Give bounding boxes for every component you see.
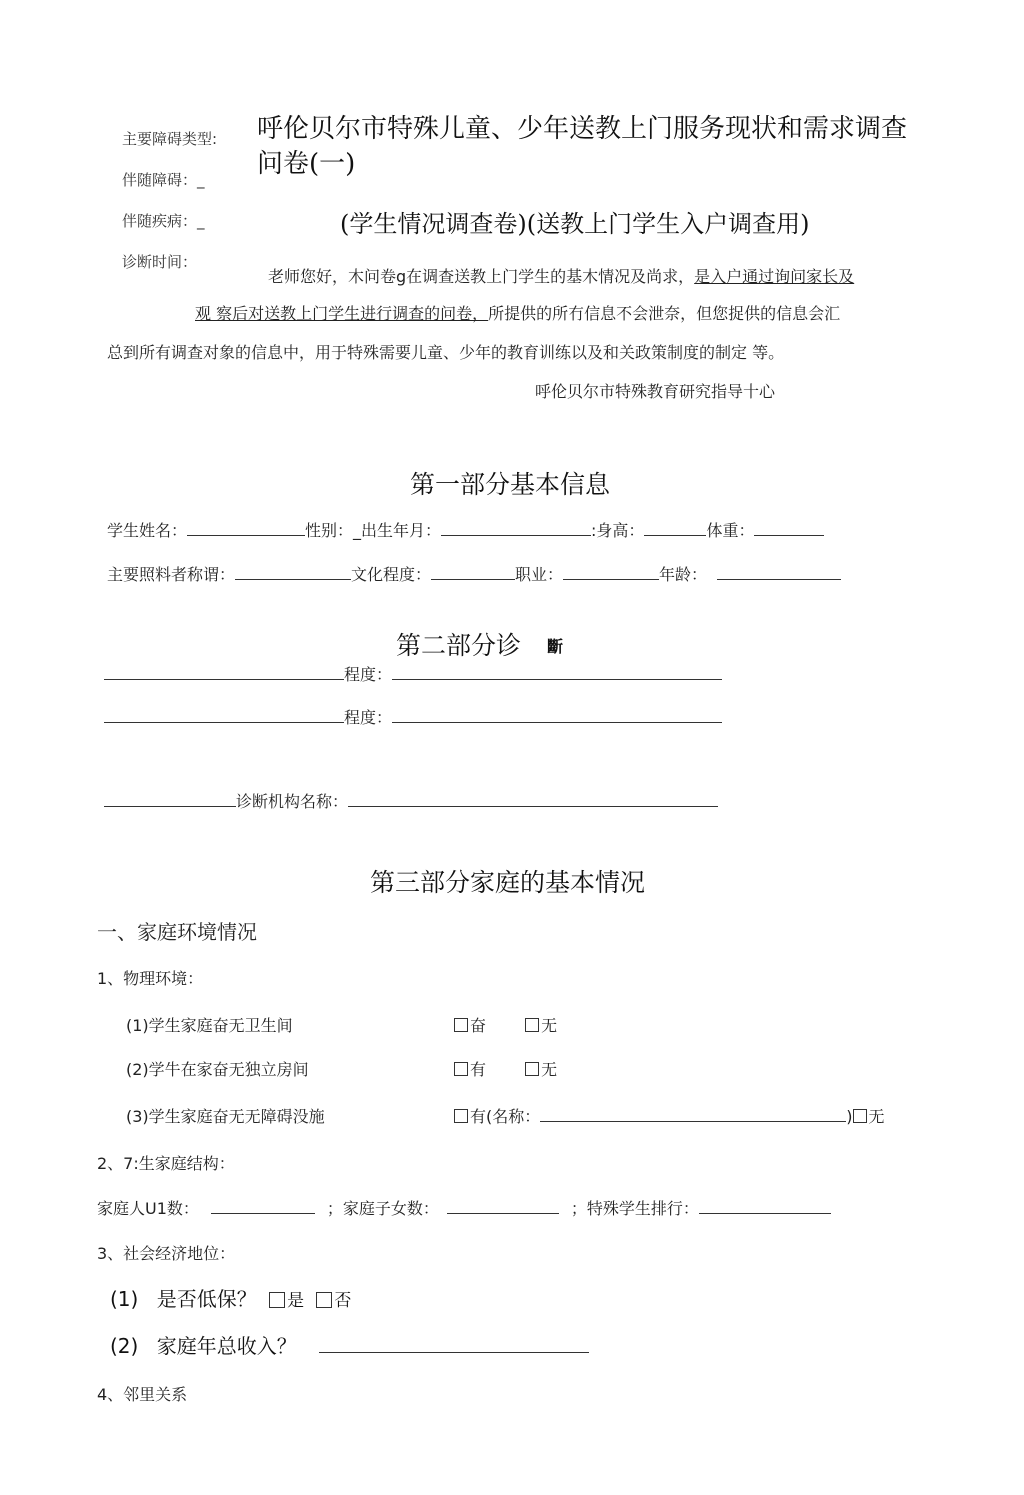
birth-date-blank[interactable] [441,521,591,536]
basic-info-row-2 [107,562,841,585]
low-income-no-label: 否 [334,1291,352,1311]
diagnosis-row-1 [104,662,722,685]
intro-line-2 [195,301,840,324]
annual-income-number: (2) [110,1334,139,1358]
institution-label: 诊断机构名称： [236,792,349,811]
label-accompanying-disability: 伴随障碍：_ [122,171,205,189]
low-income-yes-checkbox[interactable] [269,1292,285,1308]
family-size-label: 家庭人U1数： [97,1199,199,1218]
height-label: :身高： [591,521,645,540]
weight-blank[interactable] [754,521,824,536]
bathroom-no-label: 无 [541,1016,558,1035]
annual-income-row [110,1330,589,1359]
part1-title: 第一部分基本信息 [410,470,611,499]
birth-order-blank[interactable] [699,1199,831,1214]
accessibility-no-label: 无 [868,1107,885,1126]
low-income-row [110,1283,351,1312]
intro-signature: 呼伦贝尔市特殊教育研究指导十心 [535,382,776,401]
item-accessibility-options [454,1104,885,1127]
family-structure-row [97,1196,831,1219]
student-name-label: 学生姓名： [107,521,188,540]
intro-line-3: 总到所有调查对象的信息中，用于特殊需要儿童、少年的教育训练以及和关政策制度的制定 等。 [107,343,785,362]
document-subtitle: (学生情况调查卷)(送教上门学生入户调查用) [340,210,810,238]
room-yes-checkbox[interactable] [454,1062,468,1076]
accessibility-close-paren: ) [846,1107,853,1126]
low-income-question: 是否低保？ [156,1287,257,1311]
accessibility-yes-checkbox[interactable] [454,1109,468,1123]
room-no-label: 无 [541,1060,558,1079]
socioeconomic-question: 3、社会经济地位： [97,1244,236,1263]
diagnosis-row-2 [104,705,722,728]
weight-label: 体重： [706,521,755,540]
height-blank[interactable] [644,521,706,536]
item-accessibility-label: (3)学生家庭奋无无障碍没施 [126,1107,325,1126]
low-income-no-checkbox[interactable] [316,1292,332,1308]
physical-environment-question: 1、物理环境： [97,969,204,988]
family-size-blank[interactable] [211,1199,315,1214]
intro-line-2-text: 所提供的所冇信息不会泄奈，但您捉供的信息会汇 [488,304,841,323]
family-structure-question: 2、7:生家庭结构： [97,1154,235,1173]
annual-income-question: 家庭年总收入？ [156,1334,297,1358]
gender-birth-label: 性别：_出生年月： [305,521,442,540]
bathroom-yes-checkbox[interactable] [454,1018,468,1032]
education-blank[interactable] [431,565,515,580]
children-count-blank[interactable] [447,1199,559,1214]
caregiver-blank[interactable] [235,565,351,580]
low-income-number: (1) [110,1287,139,1311]
degree-1-blank[interactable] [392,665,722,680]
caregiver-label: 主要照料者称谓： [107,565,236,584]
basic-info-row-1 [107,518,824,541]
diagnosis-1-blank[interactable] [104,665,344,680]
age-blank[interactable] [717,565,841,580]
accessibility-yes-label: 有(名称： [470,1107,541,1126]
part2-title [396,626,563,662]
document-title-line1: 呼伦贝尔市特殊儿童、少年送教上门服务现状和需求调查 [257,114,908,144]
annual-income-blank[interactable] [319,1334,589,1353]
age-label: 年龄： [659,565,708,584]
bathroom-yes-label: 奋 [470,1016,487,1035]
accessibility-no-checkbox[interactable] [853,1109,867,1123]
item-room-label: (2)学牛在家奋无独立房间 [126,1060,309,1079]
institution-blank[interactable] [348,792,718,807]
family-environment-heading: 一、家庭环境情况 [97,920,257,944]
bathroom-no-checkbox[interactable] [525,1018,539,1032]
student-name-blank[interactable] [187,521,305,536]
occupation-label: 职业： [515,565,564,584]
room-yes-label: 有 [470,1060,487,1079]
diagnosis-time-blank[interactable] [104,792,236,807]
low-income-yes-label: 是 [287,1291,305,1311]
item-bathroom-label: (1)学生家庭奋无卫生间 [126,1016,293,1035]
part2-title-mark: 斷 [547,637,564,656]
children-count-label: ；家庭子女数： [326,1199,439,1218]
degree-label-1: 程度： [344,665,393,684]
degree-2-blank[interactable] [392,708,722,723]
intro-line-1-underlined: 是入户通过询问家长及 [694,267,855,286]
document-title-line2: 问卷(一) [257,149,356,179]
intro-line-1 [268,264,854,287]
item-room-options [454,1057,557,1080]
part2-title-text: 第二部分诊 [396,631,522,660]
degree-label-2: 程度： [344,708,393,727]
item-bathroom-options [454,1013,557,1036]
diagnosis-institution-row [104,789,718,812]
accessibility-name-blank[interactable] [540,1107,846,1122]
occupation-blank[interactable] [563,565,659,580]
intro-line-1-text: 老师您好，木问卷g在调查送教上门学生的基木情况及尚求， [268,267,695,286]
part3-title: 第三部分家庭的基本情况 [370,868,646,897]
diagnosis-2-blank[interactable] [104,708,344,723]
education-label: 文化程度： [351,565,432,584]
birth-order-label: ；特殊学生排行： [570,1199,699,1218]
label-main-disability-type: 主要障碍类型: [122,130,218,148]
room-no-checkbox[interactable] [525,1062,539,1076]
label-accompanying-disease: 伴随疾病：_ [122,212,205,230]
label-diagnosis-time: 诊断时间： [122,253,198,271]
intro-line-2-underlined: 观 察后对送教上门学生进行调查的问卷， [195,304,489,323]
neighborhood-question: 4、邻里关系 [97,1385,188,1404]
